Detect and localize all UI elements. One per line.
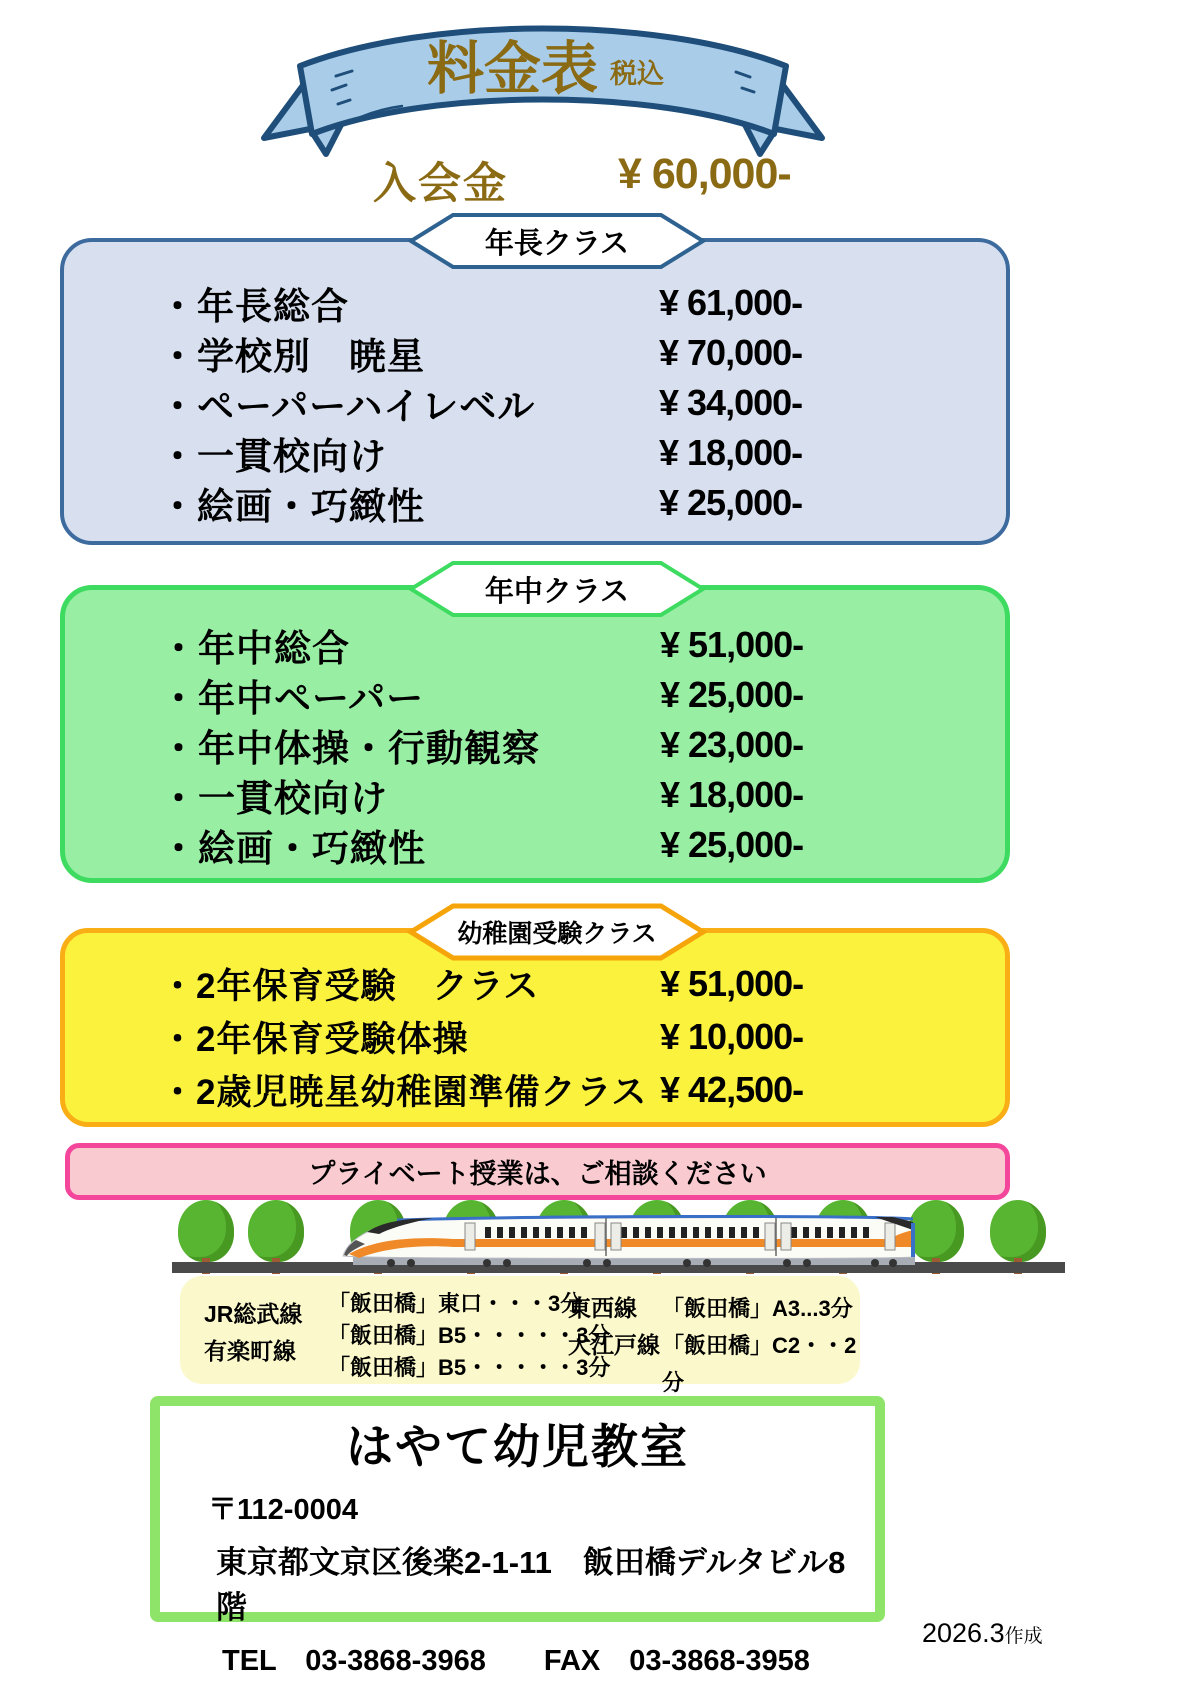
school-name: はやて幼児教室 bbox=[346, 1420, 689, 1473]
item-label: ・年長総合 bbox=[159, 286, 349, 327]
rail-lines-left bbox=[204, 1296, 302, 1370]
section-badge-label: 年長クラス bbox=[484, 227, 630, 260]
item-label: ・年中体操・行動観察 bbox=[160, 728, 540, 769]
private-lesson-note: プライベート授業は、ご相談ください bbox=[65, 1143, 1010, 1200]
section-badge-label: 幼稚園受験クラス bbox=[457, 920, 657, 948]
item-label: ・一貫校向け bbox=[160, 778, 388, 819]
item-price: ¥ 42,500- bbox=[660, 1068, 804, 1110]
train-illustration bbox=[90, 1200, 1065, 1285]
item-label: ・絵画・巧緻性 bbox=[160, 828, 426, 869]
price-row bbox=[159, 328, 976, 378]
price-row bbox=[160, 820, 975, 870]
section-badge-label: 年中クラス bbox=[484, 575, 630, 608]
item-label: ・ペーパーハイレベル bbox=[159, 386, 536, 427]
item-label: ・2歳児暁星幼稚園準備クラス bbox=[160, 1072, 648, 1112]
item-label: ・学校別 暁星 bbox=[159, 336, 425, 377]
school-postal-code: 〒112-0004 bbox=[208, 1494, 358, 1526]
school-address: 東京都文京区後楽2-1-11 飯田橋デルタビル8階 bbox=[216, 1545, 846, 1625]
price-row bbox=[160, 770, 975, 820]
ribbon-banner bbox=[258, 10, 828, 160]
section-badge-kindergarten bbox=[407, 903, 707, 961]
banner-tax-svg: 税込 bbox=[610, 59, 664, 89]
admission-fee-label: 入会金 bbox=[373, 160, 508, 208]
price-list bbox=[65, 590, 1005, 870]
ribbon-icon bbox=[258, 10, 828, 160]
item-price: ¥ 25,000- bbox=[660, 824, 804, 865]
price-row bbox=[160, 957, 975, 1010]
access-route: 「飯田橋」B5・・・・・3分 bbox=[328, 1323, 611, 1348]
item-label: ・2年保育受験体操 bbox=[160, 1019, 469, 1059]
price-row bbox=[159, 428, 976, 478]
rail-line-label: JR総武線 bbox=[204, 1301, 303, 1327]
item-price: ¥ 18,000- bbox=[660, 774, 804, 815]
price-row bbox=[159, 478, 976, 528]
item-price: ¥ 10,000- bbox=[660, 1015, 804, 1057]
created-suffix: 作成 bbox=[1004, 1626, 1043, 1647]
item-label: ・年中総合 bbox=[160, 628, 350, 669]
banner-title-svg: 料金表 bbox=[427, 37, 598, 101]
price-row bbox=[159, 378, 976, 428]
section-badge-middle bbox=[407, 560, 707, 618]
item-price: ¥ 51,000- bbox=[660, 624, 804, 665]
station-access-box bbox=[180, 1276, 860, 1395]
access-route: 「飯田橋」東口・・・3分 bbox=[328, 1291, 583, 1316]
access-route: 「飯田橋」C2・・2分 bbox=[662, 1333, 857, 1395]
price-row bbox=[160, 1063, 975, 1116]
item-price: ¥ 51,000- bbox=[660, 962, 804, 1004]
section-senior-class bbox=[60, 227, 1010, 545]
rail-line-label: 有楽町線 bbox=[204, 1338, 296, 1364]
access-route: 「飯田橋」A3...3分 bbox=[662, 1296, 853, 1321]
section-kindergarten-exam-class bbox=[60, 920, 1010, 1127]
access-route: 「飯田橋」B5・・・・・3分 bbox=[328, 1355, 611, 1380]
admission-fee-price: ¥ 60,000- bbox=[618, 150, 791, 198]
school-info-box bbox=[150, 1396, 885, 1677]
created-date: 2026.3 bbox=[922, 1618, 1005, 1648]
item-price: ¥ 25,000- bbox=[660, 674, 804, 715]
price-row bbox=[160, 720, 975, 770]
item-price: ¥ 23,000- bbox=[660, 724, 804, 765]
item-price: ¥ 18,000- bbox=[659, 432, 803, 473]
price-row bbox=[160, 670, 975, 720]
created-date-note bbox=[922, 1618, 1043, 1649]
access-routes-right bbox=[662, 1290, 860, 1401]
item-price: ¥ 70,000- bbox=[659, 332, 803, 373]
item-price: ¥ 61,000- bbox=[659, 282, 803, 323]
price-row bbox=[160, 1010, 975, 1063]
section-middle-class bbox=[60, 575, 1010, 883]
shinkansen-train-icon bbox=[335, 1210, 923, 1270]
rail-line-label: 東西線 bbox=[568, 1295, 637, 1321]
school-tel-fax: TEL 03-3868-3968 FAX 03-3868-3958 bbox=[222, 1645, 810, 1677]
item-label: ・2年保育受験 クラス bbox=[160, 966, 540, 1006]
item-label: ・年中ペーパー bbox=[160, 678, 425, 719]
price-row bbox=[159, 278, 976, 328]
item-label: ・一貫校向け bbox=[159, 436, 387, 477]
rail-line-label: 大江戸線 bbox=[568, 1332, 660, 1358]
section-badge-senior bbox=[407, 212, 707, 270]
item-label: ・絵画・巧緻性 bbox=[159, 486, 425, 527]
item-price: ¥ 34,000- bbox=[659, 382, 803, 423]
rail-lines-right bbox=[568, 1290, 660, 1364]
item-price: ¥ 25,000- bbox=[659, 482, 803, 523]
price-row bbox=[160, 620, 975, 670]
price-list bbox=[64, 242, 1006, 528]
